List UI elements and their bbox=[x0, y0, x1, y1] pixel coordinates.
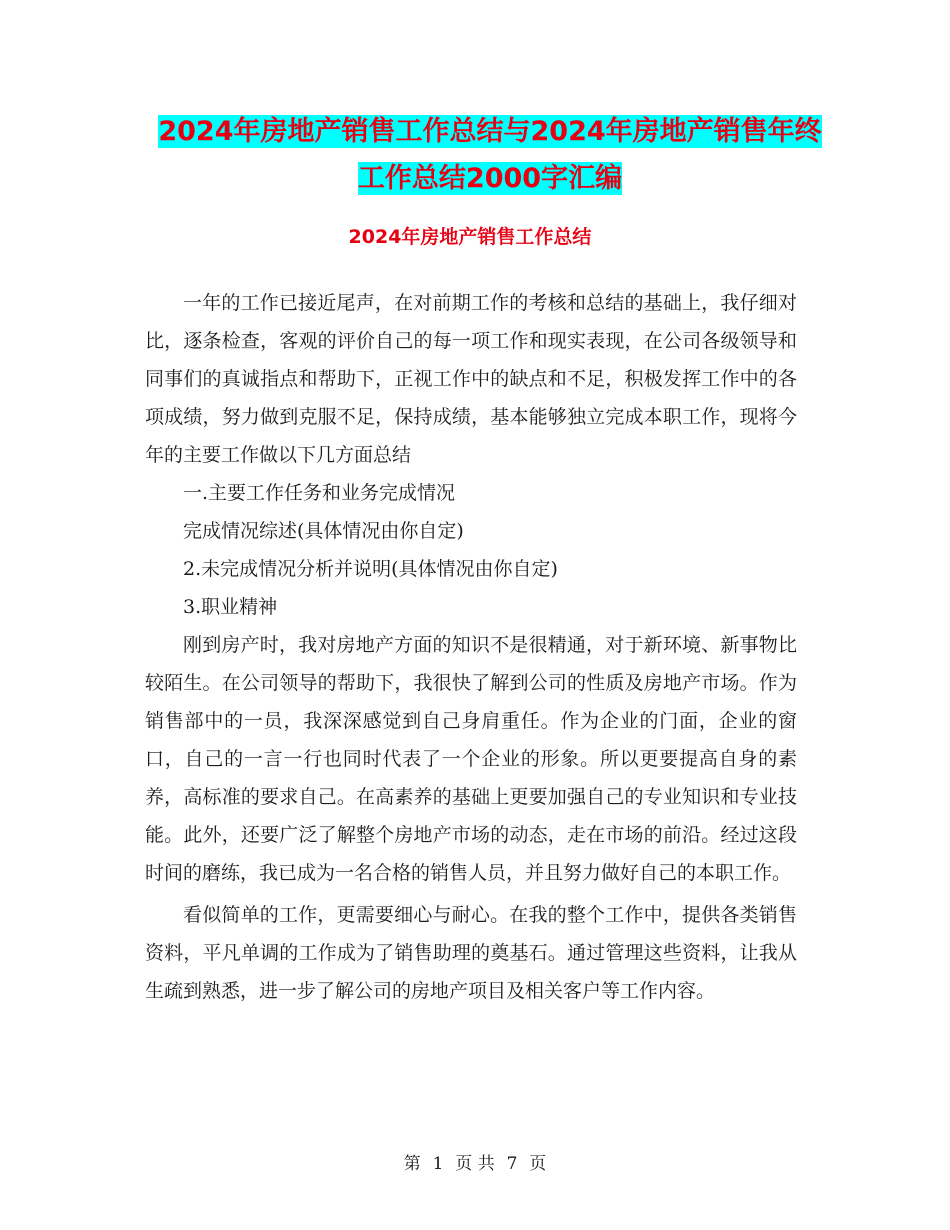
footer-suffix: 页 bbox=[529, 1154, 547, 1174]
footer-current-page: 1 bbox=[432, 1154, 444, 1174]
intro-paragraph: 一年的工作已接近尾声，在对前期工作的考核和总结的基础上，我仔细对比，逐条检查，客观的评价自己的每一项工作和现实表现，在公司各级领导和同事们的真诚指点和帮助下，正视工作中的缺点和不足，积极发挥工作中的各项成绩，努力做到克服不足，保持成绩，基本能够独立完成本职工作，现将今年的主要工作做以下几方面总结 bbox=[145, 292, 797, 466]
footer-middle: 页 共 bbox=[455, 1154, 495, 1174]
list-item: 完成情况综述(具体情况由你自定) bbox=[183, 520, 464, 542]
footer-prefix: 第 bbox=[403, 1154, 421, 1174]
section-title: 2024年房地产销售工作总结 bbox=[348, 226, 592, 248]
document-title bbox=[140, 108, 840, 202]
body-paragraph: 刚到房产时，我对房地产方面的知识不是很精通，对于新环境、新事物比较陌生。在公司领导的帮助下，我很快了解到公司的性质及房地产市场。作为销售部中的一员，我深深感觉到自己身肩重任。作为企业的门面，企业的窗口，自己的一言一行也同时代表了一个企业的形象。所以更要提高自身的素养，高标准的要求自己。在高素养的基础上更要加强自己的专业知识和专业技能。此外，还要广泛了解整个房地产市场的动态，走在市场的前沿。经过这段时间的磨练，我已成为一名合格的销售人员，并且努力做好自己的本职工作。 bbox=[145, 634, 797, 884]
document-title-line-1: 2024年房地产销售工作总结与2024年房地产销售年终 bbox=[158, 116, 822, 147]
document-body bbox=[145, 284, 797, 1010]
document-title-line-2: 工作总结2000字汇编 bbox=[357, 163, 623, 194]
list-item: 2.未完成情况分析并说明(具体情况由你自定) bbox=[183, 558, 558, 580]
footer-total-pages: 7 bbox=[506, 1154, 518, 1174]
body-paragraph: 看似简单的工作，更需要细心与耐心。在我的整个工作中，提供各类销售资料，平凡单调的工作成为了销售助理的奠基石。通过管理这些资料，让我从生疏到熟悉，进一步了解公司的房地产项目及相关客户等工作内容。 bbox=[145, 904, 797, 1002]
list-item: 3.职业精神 bbox=[183, 596, 278, 618]
page-footer bbox=[0, 1152, 950, 1176]
list-item: 一.主要工作任务和业务完成情况 bbox=[183, 482, 456, 504]
